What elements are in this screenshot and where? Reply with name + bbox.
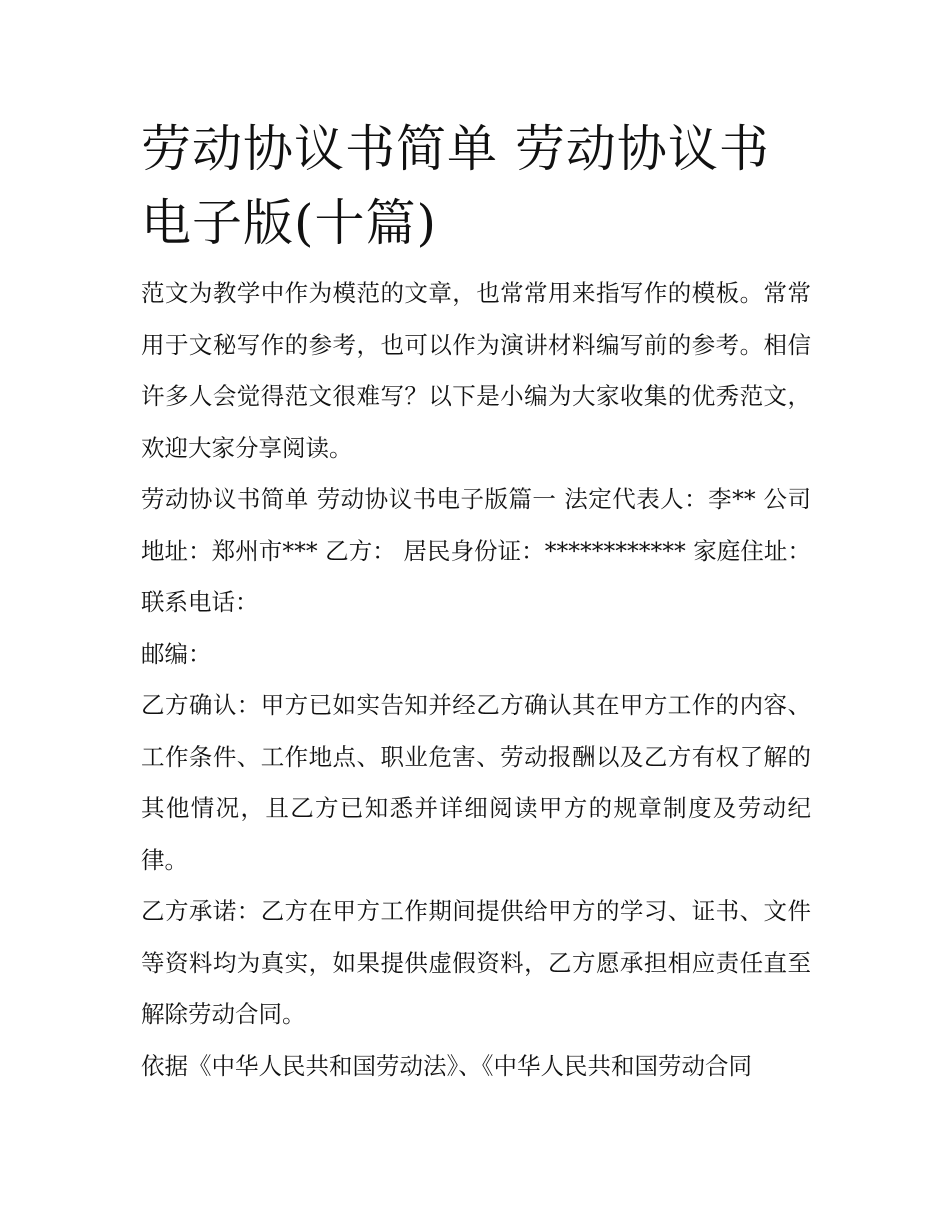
paragraph-intro: 范文为教学中作为模范的文章，也常常用来指写作的模板。常常用于文秘写作的参考，也可以作为演讲材料编写前的参考。相信许多人会觉得范文很难写？以下是小编为大家收集的优秀范文，欢迎大家分享阅读。 bbox=[141, 279, 811, 462]
paragraph-promise: 乙方承诺：乙方在甲方工作期间提供给甲方的学习、证书、文件等资料均为真实，如果提供虚假资料，乙方愿承担相应责任直至解除劳动合同。 bbox=[141, 897, 811, 1028]
document-title: 劳动协议书简单 劳动协议书电子版(十篇) bbox=[141, 120, 770, 252]
paragraph-contract-parties: 劳动协议书简单 劳动协议书电子版篇一 法定代表人：李** 公司地址：郑州市*** 乙方： 居民身份证：************ 家庭住址： 联系电话： bbox=[141, 485, 811, 616]
paragraph-postcode: 邮编： bbox=[141, 639, 212, 668]
document-body bbox=[141, 268, 811, 1092]
document-content bbox=[141, 112, 811, 1092]
paragraph-confirmation: 乙方确认：甲方已如实告知并经乙方确认其在甲方工作的内容、工作条件、工作地点、职业危害、劳动报酬以及乙方有权了解的其他情况，且乙方已知悉并详细阅读甲方的规章制度及劳动纪律。 bbox=[141, 691, 811, 874]
paragraph-legal-basis: 依据《中华人民共和国劳动法》、《中华人民共和国劳动合同 bbox=[141, 1051, 752, 1080]
